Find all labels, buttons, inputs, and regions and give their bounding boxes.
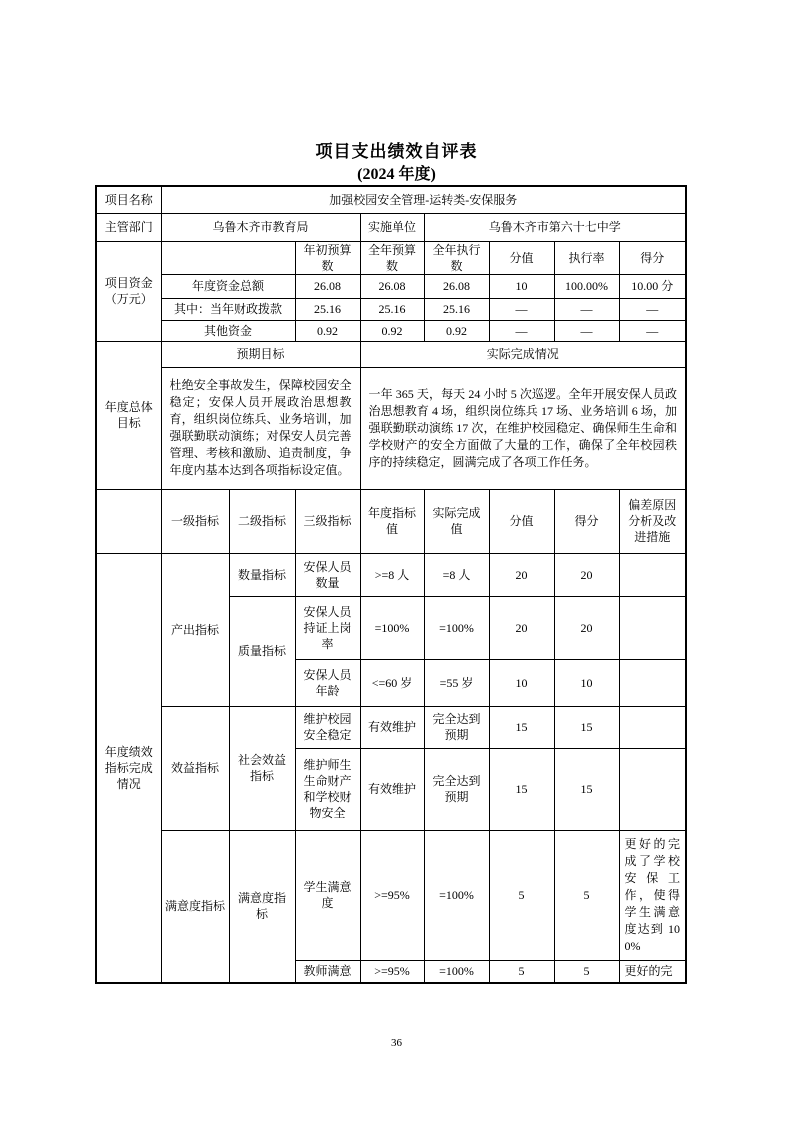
indicator-target: >=95%	[360, 830, 424, 960]
indicator-score-max: 20	[489, 596, 554, 659]
level3-indicator: 安保人员年龄	[295, 659, 360, 706]
level1-indicator: 效益指标	[161, 706, 229, 830]
funds-cell: —	[554, 320, 619, 341]
funds-cell: —	[619, 298, 686, 320]
implementing-unit-label: 实施单位	[360, 213, 424, 241]
indicator-deviation: 更好的完成了学校安保工作，使得学生满意度达到 100%	[619, 830, 686, 960]
level3-indicator: 教师满意	[295, 960, 360, 983]
level2-indicator: 数量指标	[229, 553, 295, 596]
indicator-actual: 完全达到预期	[424, 706, 489, 748]
indicator-score: 20	[554, 596, 619, 659]
department-label: 主管部门	[96, 213, 161, 241]
indicator-target: <=60 岁	[360, 659, 424, 706]
indicator-actual: =100%	[424, 960, 489, 983]
indicator-actual: =100%	[424, 830, 489, 960]
indicator-deviation	[619, 706, 686, 748]
funds-cell: —	[619, 320, 686, 341]
indicator-actual: =55 岁	[424, 659, 489, 706]
indicator-col-header: 实际完成值	[424, 489, 489, 553]
indicator-col-header: 得分	[554, 489, 619, 553]
project-name-value: 加强校园安全管理-运转类-安保服务	[161, 186, 686, 213]
indicator-score-max: 5	[489, 960, 554, 983]
indicator-actual: =8 人	[424, 553, 489, 596]
indicator-score: 5	[554, 830, 619, 960]
level3-indicator: 安保人员数量	[295, 553, 360, 596]
funds-row-name: 其中：当年财政拨款	[161, 298, 295, 320]
indicator-row	[96, 553, 686, 596]
funds-cell: —	[489, 298, 554, 320]
funds-cell: 26.08	[424, 274, 489, 298]
funds-cell: 25.16	[295, 298, 360, 320]
page-subtitle: (2024 年度)	[357, 166, 436, 183]
indicator-header-row	[96, 489, 686, 553]
funds-cell: 25.16	[360, 298, 424, 320]
funds-cell: 10	[489, 274, 554, 298]
level2-indicator: 满意度指标	[229, 830, 295, 983]
funds-cell: 0.92	[295, 320, 360, 341]
funds-cell: 10.00 分	[619, 274, 686, 298]
indicator-score-max: 20	[489, 553, 554, 596]
funds-header-row	[96, 241, 686, 274]
indicator-deviation	[619, 553, 686, 596]
level2-indicator: 质量指标	[229, 596, 295, 706]
indicator-deviation	[619, 596, 686, 659]
level1-indicator: 产出指标	[161, 553, 229, 706]
indicator-header-empty-cell	[96, 489, 161, 553]
department-value: 乌鲁木齐市教育局	[161, 213, 360, 241]
funds-empty-cell	[161, 241, 295, 274]
indicators-section-label: 年度绩效指标完成情况	[96, 553, 161, 983]
goal-actual-header: 实际完成情况	[360, 341, 686, 367]
project-name-row	[96, 186, 686, 213]
indicator-target: =100%	[360, 596, 424, 659]
level3-indicator: 学生满意度	[295, 830, 360, 960]
level1-indicator: 满意度指标	[161, 830, 229, 983]
indicator-col-header: 二级指标	[229, 489, 295, 553]
funds-cell: 26.08	[295, 274, 360, 298]
indicator-col-header: 一级指标	[161, 489, 229, 553]
goal-actual-text: 一年 365 天，每天 24 小时 5 次巡逻。全年开展安保人员政治思想教育 4 场，组织岗位练兵 17 场、业务培训 6 场，加强联勤联动演练 17 次，在维护校园稳定、确保师生生命和学校财产的安全方面做了大量的工作，确保了全年校园秩序的持续稳定，圆满完成了各项工作任务。	[360, 367, 686, 489]
indicator-row	[96, 830, 686, 960]
indicator-actual: =100%	[424, 596, 489, 659]
indicator-target: >=8 人	[360, 553, 424, 596]
indicator-actual: 完全达到预期	[424, 748, 489, 830]
indicator-target: 有效维护	[360, 706, 424, 748]
funds-cell: —	[554, 298, 619, 320]
goal-content-row	[96, 367, 686, 489]
indicator-target: >=95%	[360, 960, 424, 983]
page-number: 36	[391, 1037, 402, 1049]
self-evaluation-table	[95, 185, 687, 984]
implementing-unit-value: 乌鲁木齐市第六十七中学	[424, 213, 686, 241]
level3-indicator: 维护师生生命财产和学校财物安全	[295, 748, 360, 830]
funds-row-name: 其他资金	[161, 320, 295, 341]
indicator-target: 有效维护	[360, 748, 424, 830]
goal-expected-header: 预期目标	[161, 341, 360, 367]
funds-fiscal-row	[96, 298, 686, 320]
page-title: 项目支出绩效自评表	[315, 142, 478, 161]
goal-label: 年度总体目标	[96, 341, 161, 489]
funds-total-row	[96, 274, 686, 298]
funds-cell: 100.00%	[554, 274, 619, 298]
indicator-col-header: 年度指标值	[360, 489, 424, 553]
indicator-row	[96, 706, 686, 748]
indicator-score: 10	[554, 659, 619, 706]
funds-col-header: 年初预算数	[295, 241, 360, 274]
funds-cell: 0.92	[360, 320, 424, 341]
indicator-score: 20	[554, 553, 619, 596]
project-name-label: 项目名称	[96, 186, 161, 213]
indicator-deviation	[619, 748, 686, 830]
indicator-score-max: 5	[489, 830, 554, 960]
level2-indicator: 社会效益指标	[229, 706, 295, 830]
funds-other-row	[96, 320, 686, 341]
indicator-score-max: 15	[489, 748, 554, 830]
funds-row-name: 年度资金总额	[161, 274, 295, 298]
funds-col-header: 分值	[489, 241, 554, 274]
funds-cell: 25.16	[424, 298, 489, 320]
goal-expected-text: 杜绝安全事故发生，保障校园安全稳定；安保人员开展政治思想教育，组织岗位练兵、业务培训，加强联勤联动演练；对保安人员完善管理、考核和激励、追责制度，争年度内基本达到各项指标设定值。	[161, 367, 360, 489]
indicator-score-max: 10	[489, 659, 554, 706]
indicator-score-max: 15	[489, 706, 554, 748]
funds-col-header: 全年执行数	[424, 241, 489, 274]
department-row	[96, 213, 686, 241]
indicator-deviation	[619, 659, 686, 706]
indicator-col-header: 偏差原因分析及改进措施	[619, 489, 686, 553]
funds-col-header: 全年预算数	[360, 241, 424, 274]
indicator-score: 15	[554, 748, 619, 830]
indicator-score: 15	[554, 706, 619, 748]
level3-indicator: 维护校园安全稳定	[295, 706, 360, 748]
funds-cell: —	[489, 320, 554, 341]
indicator-col-header: 三级指标	[295, 489, 360, 553]
funds-col-header: 执行率	[554, 241, 619, 274]
funds-cell: 0.92	[424, 320, 489, 341]
funds-col-header: 得分	[619, 241, 686, 274]
indicator-deviation: 更好的完	[619, 960, 686, 983]
goal-header-row	[96, 341, 686, 367]
funds-cell: 26.08	[360, 274, 424, 298]
level3-indicator: 安保人员持证上岗率	[295, 596, 360, 659]
funds-label: 项目资金（万元）	[96, 241, 161, 341]
indicator-col-header: 分值	[489, 489, 554, 553]
indicator-score: 5	[554, 960, 619, 983]
